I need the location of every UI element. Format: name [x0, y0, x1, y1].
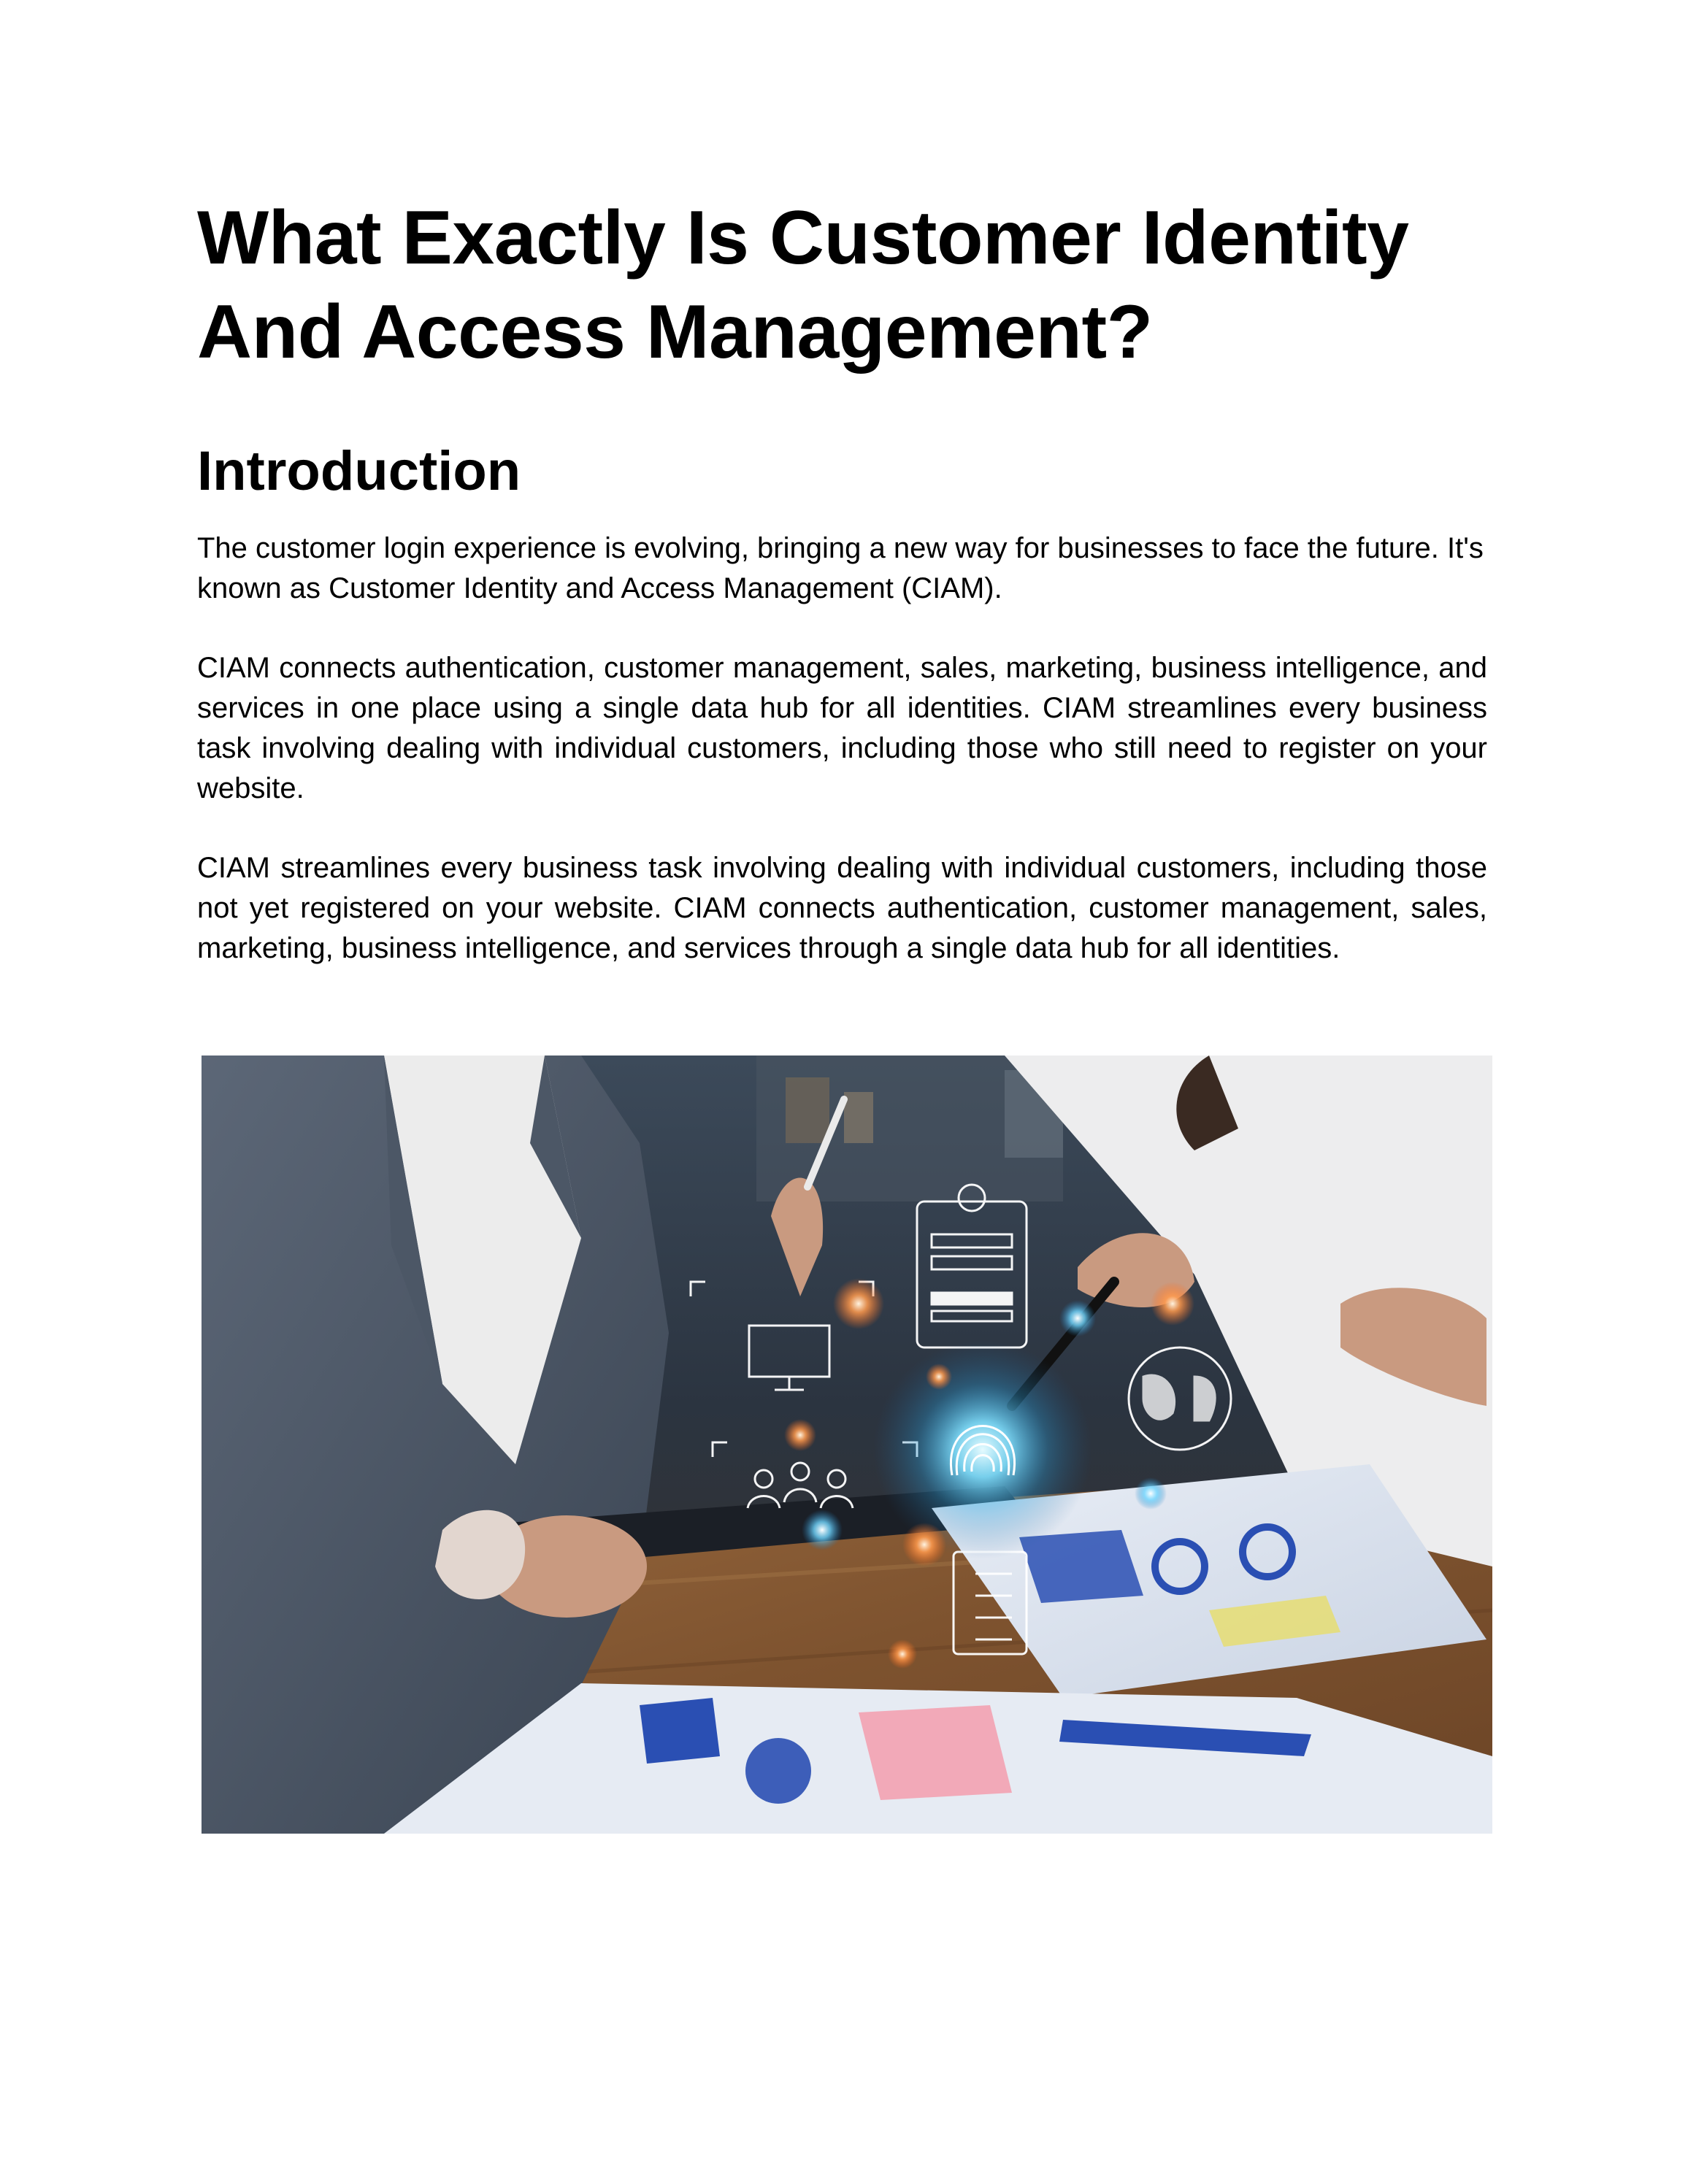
- login-submit-icon: [932, 1293, 1012, 1304]
- paragraph-3: CIAM streamlines every business task involving dealing with individual customers, including those not yet registered on your website. CIAM connects authentication, customer management, sales, marketing, business intelligence, and services through a single data hub for all identities.: [197, 852, 1487, 964]
- light-dot-orange-1: [833, 1278, 884, 1329]
- report-pie-chart: [745, 1738, 811, 1804]
- ciam-illustration-image: [202, 1056, 1492, 1834]
- light-dot-orange-4: [902, 1523, 946, 1566]
- light-dot-blue-2: [802, 1510, 843, 1550]
- page-title-line-1: What Exactly Is Customer Identity: [197, 196, 1409, 280]
- page-title: [197, 191, 1487, 380]
- paragraph-2: CIAM connects authentication, customer management, sales, marketing, business intelligence, and services in one place using a single data hub for all identities. CIAM streamlines every business task involving dealing with individual customers, including those who still need to register on your website.: [197, 652, 1487, 804]
- background-books-2: [844, 1092, 873, 1143]
- light-dot-orange-2: [1151, 1282, 1194, 1326]
- page-title-line-2: And Access Management?: [197, 290, 1153, 374]
- report-pink-block: [859, 1705, 1012, 1800]
- report-blue-square: [640, 1698, 720, 1764]
- ciam-illustration-svg: [202, 1056, 1492, 1834]
- globe-continent-2-icon: [1194, 1377, 1215, 1420]
- light-dot-orange-5: [888, 1639, 917, 1669]
- fingerprint-glow: [873, 1340, 1092, 1559]
- light-dot-blue-1: [1059, 1300, 1096, 1337]
- paragraph-1: The customer login experience is evolving, bringing a new way for businesses to face the future. It's known as Customer Identity and Access Management (CIAM).: [197, 532, 1484, 604]
- light-dot-orange-3: [784, 1419, 816, 1451]
- light-dot-orange-6: [926, 1364, 952, 1390]
- background-books-1: [786, 1077, 829, 1143]
- light-dot-blue-3: [1135, 1477, 1167, 1510]
- section-heading-introduction: Introduction: [197, 440, 521, 502]
